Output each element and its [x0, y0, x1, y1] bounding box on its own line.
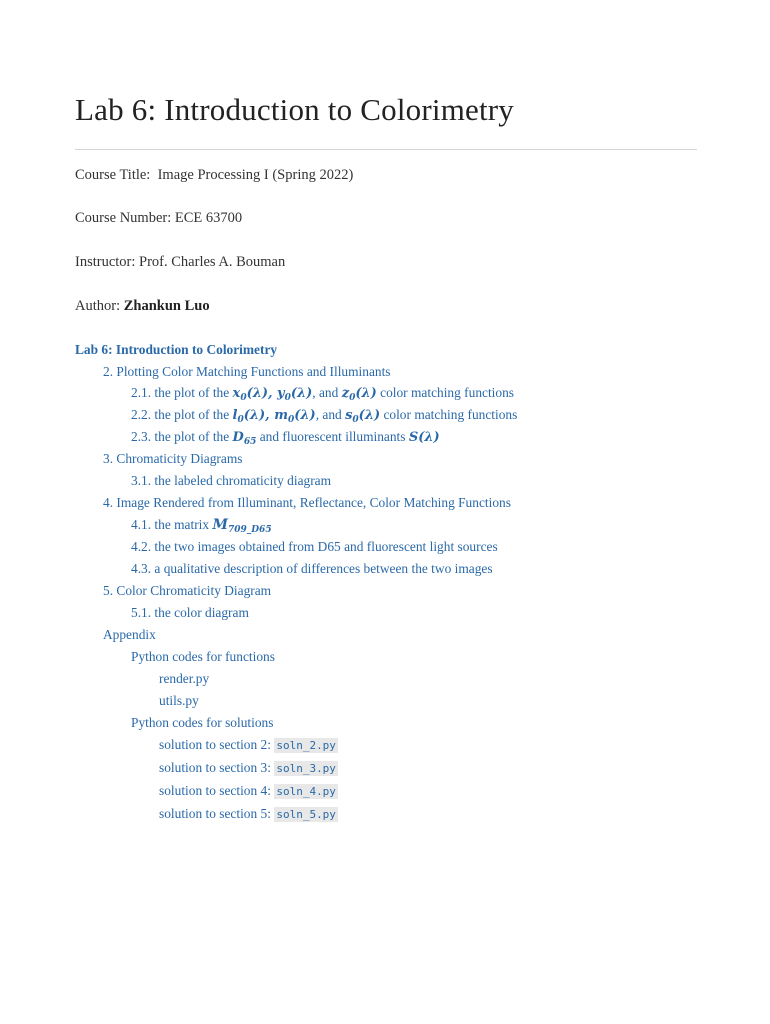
title-divider	[75, 149, 697, 150]
toc-section-4[interactable]: 4. Image Rendered from Illuminant, Reflectance, Color Matching Functions	[103, 495, 511, 510]
toc-section-2[interactable]: 2. Plotting Color Matching Functions and Illuminants	[103, 364, 391, 379]
toc-section-2-3[interactable]	[131, 429, 440, 447]
course-number-line	[75, 210, 242, 227]
math-s-lambda: S(λ)	[408, 430, 440, 445]
course-number-value: ECE 63700	[174, 210, 243, 226]
toc-2-1-and: , and	[312, 385, 339, 400]
toc-4-1-prefix: 4.1. the matrix	[131, 517, 210, 532]
solution-5-file: soln_5.py	[276, 808, 336, 821]
solution-5-label: solution to section 5:	[159, 806, 271, 821]
course-title-label: Course Title:	[75, 167, 151, 183]
solution-2-label: solution to section 2:	[159, 737, 271, 752]
toc-render-py[interactable]: render.py	[159, 671, 210, 686]
course-number-label: Course Number:	[75, 210, 172, 226]
page-title: Lab 6: Introduction to Colorimetry	[75, 92, 514, 127]
toc-python-functions[interactable]: Python codes for functions	[131, 649, 275, 664]
math-z0: $z_0(\lambda)$	[341, 386, 377, 403]
toc-2-2-suffix: color matching functions	[383, 407, 518, 422]
author-label: Author:	[75, 298, 121, 314]
author-value: Zhankun Luo	[123, 298, 210, 314]
toc-section-3-1[interactable]: 3.1. the labeled chromaticity diagram	[131, 473, 332, 488]
course-title-value: Image Processing I (Spring 2022)	[157, 167, 354, 183]
instructor-value: Prof. Charles A. Bouman	[139, 254, 286, 270]
toc-2-1-suffix: color matching functions	[380, 385, 514, 400]
toc-2-2-prefix: 2.2. the plot of the	[131, 407, 230, 422]
toc-root[interactable]: Lab 6: Introduction to Colorimetry	[75, 342, 278, 357]
solution-3-label: solution to section 3:	[159, 760, 271, 775]
toc-solution-2[interactable]	[159, 737, 338, 753]
toc-section-4-1[interactable]	[131, 517, 272, 535]
instructor-line	[75, 254, 285, 271]
toc-python-solutions[interactable]: Python codes for solutions	[131, 715, 274, 730]
toc-2-2-and: , and	[315, 407, 342, 422]
math-l0: $l_0(\lambda)$, $m_0(\lambda)$	[232, 408, 316, 425]
solution-4-label: solution to section 4:	[159, 783, 271, 798]
math-x0: $x_0(\lambda)$, $y_0(\lambda)$	[232, 386, 313, 403]
toc-solution-4[interactable]	[159, 783, 338, 799]
toc-utils-py[interactable]: utils.py	[159, 693, 199, 708]
toc-section-4-2[interactable]: 4.2. the two images obtained from D65 and fluorescent light sources	[131, 539, 498, 554]
math-d65: $D_{65}$	[232, 430, 257, 447]
toc-section-3[interactable]: 3. Chromaticity Diagrams	[103, 451, 243, 466]
toc-section-2-1[interactable]	[131, 385, 514, 403]
toc-solution-3[interactable]	[159, 760, 338, 776]
solution-2-file: soln_2.py	[276, 739, 336, 752]
author-line	[75, 298, 210, 315]
toc-2-3-mid: and fluorescent illuminants	[259, 429, 406, 444]
toc-solution-5[interactable]	[159, 806, 338, 822]
instructor-label: Instructor:	[75, 254, 136, 270]
toc-2-1-prefix: 2.1. the plot of the	[131, 385, 230, 400]
solution-3-file: soln_3.py	[276, 762, 336, 775]
solution-4-file: soln_4.py	[276, 785, 336, 798]
toc-section-4-3[interactable]: 4.3. a qualitative description of differences between the two images	[131, 561, 493, 576]
math-m709-d65: $M_{709\_D65}$	[212, 517, 272, 535]
toc-section-2-2[interactable]	[131, 407, 517, 425]
math-s0: $s_0(\lambda)$	[345, 408, 381, 425]
toc-2-3-prefix: 2.3. the plot of the	[131, 429, 230, 444]
toc-appendix[interactable]: Appendix	[103, 627, 156, 642]
toc-section-5[interactable]: 5. Color Chromaticity Diagram	[103, 583, 272, 598]
course-title-line	[75, 167, 353, 184]
toc-section-5-1[interactable]: 5.1. the color diagram	[131, 605, 249, 620]
